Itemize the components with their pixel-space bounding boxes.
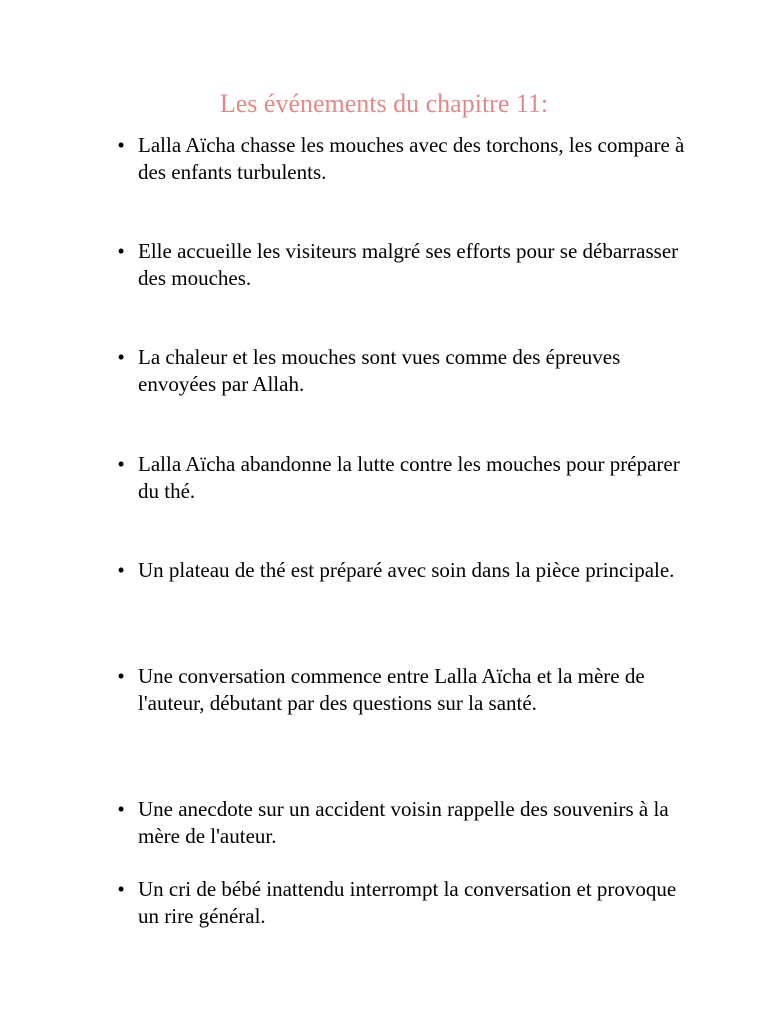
bullet-icon: • <box>117 345 125 369</box>
list-item-text: Une anecdote sur un accident voisin rappelle des souvenirs à la mère de l'auteur. <box>138 797 669 848</box>
bullet-icon: • <box>117 239 125 263</box>
page-title: Les événements du chapitre 11: <box>219 89 549 118</box>
bullet-icon: • <box>117 877 125 901</box>
list-item <box>117 557 698 584</box>
list-item-text: Une conversation commence entre Lalla Aïcha et la mère de l'auteur, débutant par des questions sur la santé. <box>138 664 645 715</box>
list-item <box>117 451 698 504</box>
list-item <box>117 663 698 716</box>
bullet-icon: • <box>117 558 125 582</box>
list-item <box>117 796 698 849</box>
bullet-icon: • <box>117 664 125 688</box>
list-item-text: La chaleur et les mouches sont vues comme des épreuves envoyées par Allah. <box>138 345 621 396</box>
bullet-icon: • <box>117 133 125 157</box>
bullet-icon: • <box>117 452 125 476</box>
list-item-text: Un plateau de thé est préparé avec soin dans la pièce principale. <box>138 558 675 582</box>
list-item <box>117 132 698 185</box>
list-item <box>117 876 698 929</box>
list-item-text: Elle accueille les visiteurs malgré ses efforts pour se débarrasser des mouches. <box>138 239 679 290</box>
list-item-text: Lalla Aïcha abandonne la lutte contre les mouches pour préparer du thé. <box>138 452 680 503</box>
list-item <box>117 344 698 397</box>
list-item-text: Un cri de bébé inattendu interrompt la conversation et provoque un rire général. <box>138 877 677 928</box>
list-item <box>117 238 698 291</box>
list-item-text: Lalla Aïcha chasse les mouches avec des torchons, les compare à des enfants turbulents. <box>138 133 685 184</box>
bullet-icon: • <box>117 797 125 821</box>
